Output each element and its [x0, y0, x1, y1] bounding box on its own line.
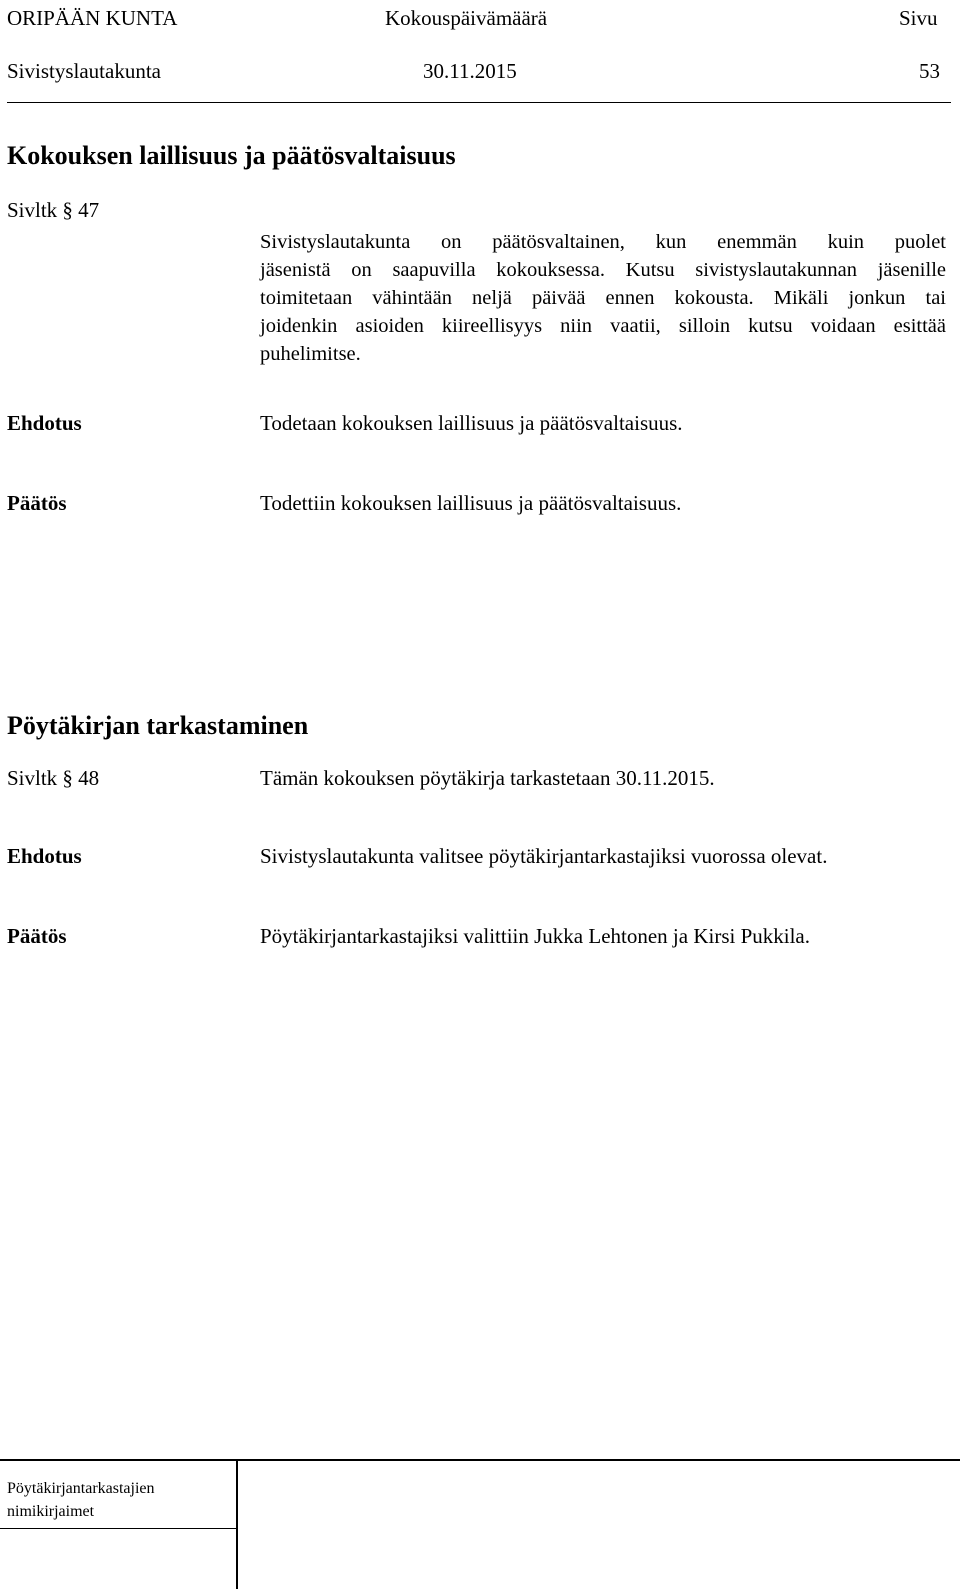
body-line: jäsenistä on saapuvilla kokouksessa. Kutsu sivistyslautakunnan jäsenille [260, 259, 946, 281]
footer-mid-rule [0, 1528, 237, 1529]
municipality-name: ORIPÄÄN KUNTA [7, 6, 178, 30]
proposal-label: Ehdotus [7, 411, 82, 435]
section-title-legality: Kokouksen laillisuus ja päätösvaltaisuus [7, 141, 456, 170]
header-divider [7, 102, 951, 103]
footer-label-line2: nimikirjaimet [7, 1503, 95, 1520]
body-line: Sivistyslautakunta on päätösvaltainen, kun enemmän kuin puolet [260, 231, 946, 253]
proposal-label-2: Ehdotus [7, 844, 82, 868]
footer-top-rule [0, 1459, 960, 1461]
proposal-text-2: Sivistyslautakunta valitsee pöytäkirjantarkastajiksi vuorossa olevat. [260, 844, 828, 868]
proposal-text: Todetaan kokouksen laillisuus ja päätösvaltaisuus. [260, 411, 683, 435]
body-line: toimitetaan vähintään neljä päivää ennen kokousta. Mikäli jonkun tai [260, 287, 946, 309]
meeting-date: 30.11.2015 [423, 59, 517, 83]
decision-label: Päätös [7, 491, 67, 515]
decision-label-2: Päätös [7, 924, 67, 948]
section-ref-text: Tämän kokouksen pöytäkirja tarkastetaan 30.11.2015. [260, 766, 715, 790]
page-label: Sivu [899, 6, 938, 30]
body-line: puhelimitse. [260, 343, 361, 365]
section-body-legality [260, 228, 946, 368]
footer-vertical-rule [236, 1459, 238, 1589]
decision-text-2: Pöytäkirjantarkastajiksi valittiin Jukka Lehtonen ja Kirsi Pukkila. [260, 924, 810, 948]
meeting-date-label: Kokouspäivämäärä [385, 6, 548, 30]
page-number: 53 [919, 59, 940, 83]
section-ref-47: Sivltk § 47 [7, 198, 100, 222]
section-title-minutes-check: Pöytäkirjan tarkastaminen [7, 711, 309, 740]
committee-name: Sivistyslautakunta [7, 59, 161, 83]
section-ref-48: Sivltk § 48 [7, 766, 100, 790]
footer-label-line1: Pöytäkirjantarkastajien [7, 1480, 155, 1497]
body-line: joidenkin asioiden kiireellisyys niin vaatii, silloin kutsu voidaan esittää [260, 315, 946, 337]
decision-text: Todettiin kokouksen laillisuus ja päätösvaltaisuus. [260, 491, 682, 515]
